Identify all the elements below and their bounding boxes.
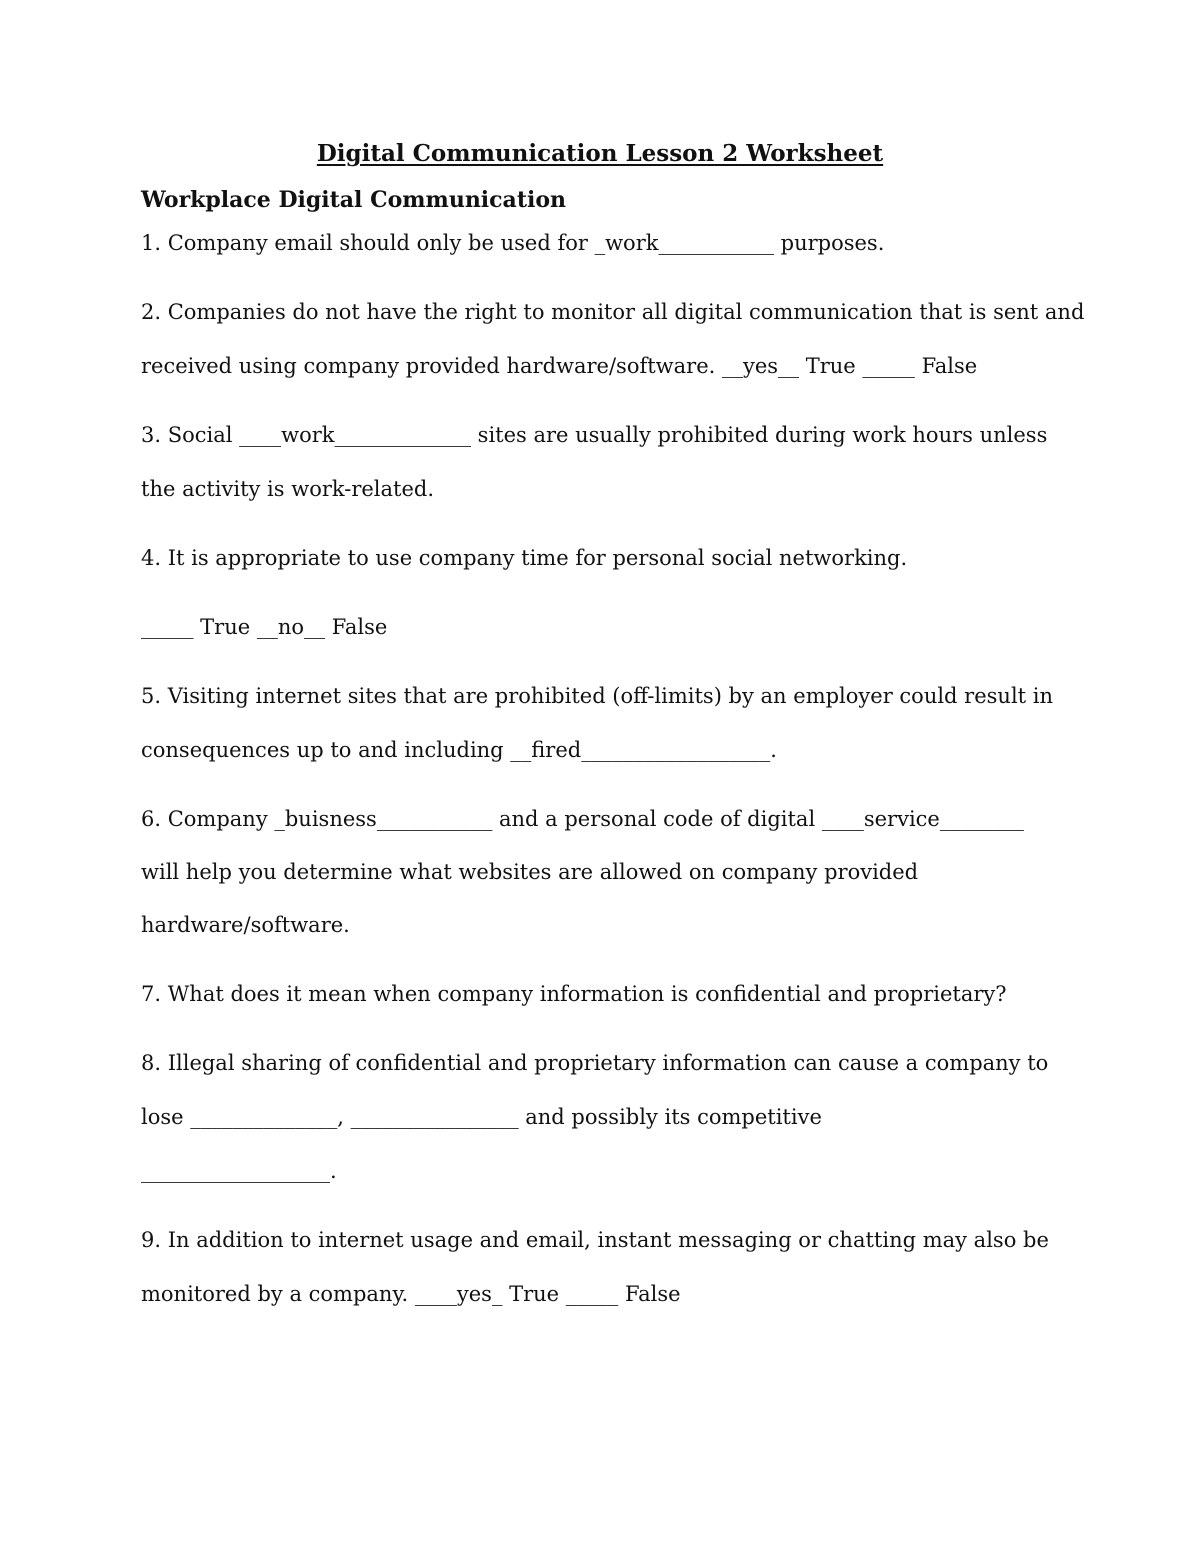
question-5-line-1: 5. Visiting internet sites that are prohibited (off-limits) by an employer could result in: [141, 684, 1054, 708]
question-8-line-1: 8. Illegal sharing of confidential and proprietary information can cause a company to: [141, 1051, 1049, 1075]
question-6-line-1: 6. Company _buisness___________ and a personal code of digital ____service________: [141, 807, 1024, 831]
question-6-line-3: hardware/software.: [141, 913, 350, 937]
question-2-line-1: 2. Companies do not have the right to monitor all digital communication that is sent and: [141, 300, 1085, 324]
section-heading: Workplace Digital Communication: [141, 187, 567, 213]
question-5-line-2: consequences up to and including __fired__________________.: [141, 738, 777, 762]
worksheet-title: Digital Communication Lesson 2 Worksheet: [316, 140, 884, 167]
question-4-answer-line: _____ True __no__ False: [141, 615, 388, 639]
question-1: 1. Company email should only be used for _work___________ purposes.: [141, 231, 885, 255]
question-3-line-1: 3. Social ____work_____________ sites are usually prohibited during work hours unless: [141, 423, 1048, 447]
question-4-line-1: 4. It is appropriate to use company time for personal social networking.: [141, 546, 908, 570]
question-8-line-2: lose ______________, ________________ and possibly its competitive: [141, 1105, 822, 1129]
question-2-line-2: received using company provided hardware/software. __yes__ True _____ False: [141, 354, 978, 378]
question-9-line-2: monitored by a company. ____yes_ True _____ False: [141, 1282, 681, 1306]
question-3-line-2: the activity is work-related.: [141, 477, 435, 501]
question-7: 7. What does it mean when company information is confidential and proprietary?: [141, 982, 1007, 1006]
question-9-line-1: 9. In addition to internet usage and email, instant messaging or chatting may also be: [141, 1228, 1049, 1252]
question-6-line-2: will help you determine what websites are allowed on company provided: [141, 860, 919, 884]
question-8-line-3: __________________.: [141, 1159, 337, 1183]
